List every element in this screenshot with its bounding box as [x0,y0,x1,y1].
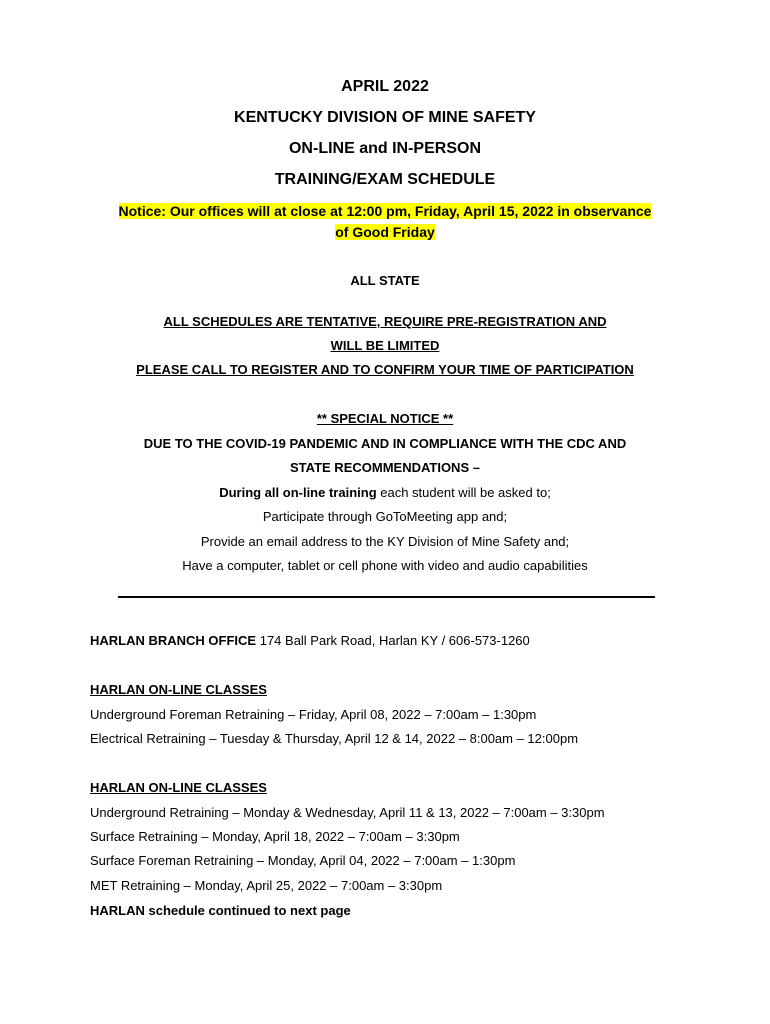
closure-notice [0,201,770,243]
office-details: 174 Ball Park Road, Harlan KY / 606-573-1260 [256,633,530,648]
section2-item: MET Retraining – Monday, April 25, 2022 – 7:00am – 3:30pm [90,878,443,893]
special-notice-line3-bold: During all on-line training [219,485,377,500]
special-notice-line2: STATE RECOMMENDATIONS – [290,460,480,475]
closure-notice-line1: Notice: Our offices will at close at 12:00 pm, Friday, April 15, 2022 in observance [118,203,652,219]
special-notice-line6: Have a computer, tablet or cell phone with video and audio capabilities [182,558,588,573]
special-notice-line5: Provide an email address to the KY Division of Mine Safety and; [200,534,570,549]
section2-item: Surface Foreman Retraining – Monday, April 04, 2022 – 7:00am – 1:30pm [90,853,516,868]
header-month: APRIL 2022 [341,78,429,95]
section2-heading: HARLAN ON-LINE CLASSES [90,780,267,795]
special-notice-title: ** SPECIAL NOTICE ** [316,411,454,426]
schedules-line1: ALL SCHEDULES ARE TENTATIVE, REQUIRE PRE-REGISTRATION AND [163,314,607,329]
section2-item: Underground Retraining – Monday & Wednesday, April 11 & 13, 2022 – 7:00am – 3:30pm [90,805,605,820]
special-notice-line1: DUE TO THE COVID-19 PANDEMIC AND IN COMPLIANCE WITH THE CDC AND [143,436,627,451]
schedules-line2: WILL BE LIMITED [330,338,440,353]
continued-note: HARLAN schedule continued to next page [90,903,351,918]
section1-item: Electrical Retraining – Tuesday & Thursday, April 12 & 14, 2022 – 8:00am – 12:00pm [90,731,579,746]
office-info [90,633,530,648]
header-agency: KENTUCKY DIVISION OF MINE SAFETY [234,109,536,126]
divider-line [118,596,655,598]
special-notice-line4: Participate through GoToMeeting app and; [262,509,508,524]
special-notice-line3-rest: each student will be asked to; [376,485,551,500]
section1-item: Underground Foreman Retraining – Friday, April 08, 2022 – 7:00am – 1:30pm [90,707,537,722]
header-title: TRAINING/EXAM SCHEDULE [274,171,496,188]
section1-heading: HARLAN ON-LINE CLASSES [90,682,267,697]
special-notice-line3 [0,485,770,500]
schedules-line3: PLEASE CALL TO REGISTER AND TO CONFIRM YOUR TIME OF PARTICIPATION [136,362,634,377]
office-name: HARLAN BRANCH OFFICE [90,633,257,648]
section2-item: Surface Retraining – Monday, April 18, 2022 – 7:00am – 3:30pm [90,829,460,844]
all-state-label: ALL STATE [350,273,420,288]
closure-notice-line2: of Good Friday [335,224,435,240]
header-mode: ON-LINE and IN-PERSON [288,140,481,157]
